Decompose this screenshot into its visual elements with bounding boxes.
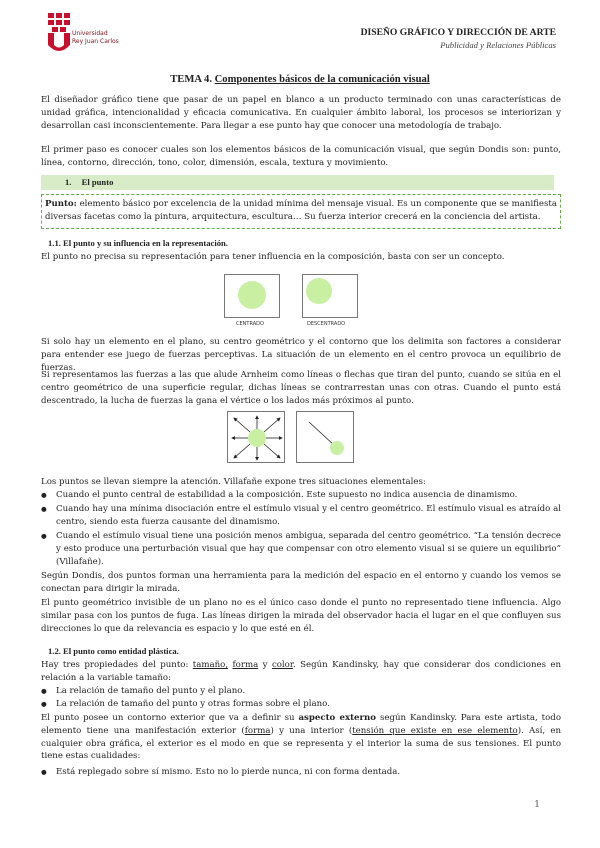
property-size: tamaño,	[192, 660, 229, 670]
underlined-term: forma	[244, 725, 271, 736]
figure-forces-centered	[227, 411, 285, 463]
chapter-title-text: Componentes básicos de la comunicación visual	[214, 74, 430, 85]
caption-offcenter: DESCENTRADO	[307, 321, 346, 327]
sub11-paragraph-5: Según Dondis, dos puntos forman una herramienta para la medición del espacio en el entorno y cuando los vemos se conectan para dirigir la mirada.	[41, 571, 561, 594]
text-span: y	[258, 660, 272, 670]
sub11-paragraph-6: El punto geométrico invisible de un plano no es el único caso donde el punto no representado tiene influencia. Algo similar pasa con los puntos de fuga. Las líneas dirigen la mirada del observador hacia el lugar en el que confluyen sus direcciones lo que da relevancia es espacio y lo que esté en él.	[41, 598, 561, 634]
sub11-paragraph-3: Si representamos las fuerzas a las que alude Arnheim como líneas o flechas que tiran del punto, cuando se sitúa en el centro geométrico de una superficie regular, dichas líneas se contrarrestan unas con otras. Cuando el punto está descentrado, la lucha de fuerzas la gana el vértice o los lados más próximos al punto.	[41, 370, 561, 406]
bullet-item: ● Cuando el punto central de estabilidad a la composición. Este supuesto no indica ausencia de dinamismo.	[41, 489, 561, 502]
centered-forces-diagram	[228, 412, 286, 464]
section-title: El punto	[81, 177, 114, 187]
sub12-paragraph-2	[41, 712, 561, 763]
logo-text	[72, 30, 119, 46]
text-span: El punto posee un contorno exterior que va a definir su	[41, 713, 299, 723]
definition-term: Punto:	[45, 199, 77, 209]
intro-paragraph-1: El diseñador gráfico tiene que pasar de un papel en blanco a un producto terminado con unas características de unidad gráfica, intencionalidad y eficacia comunicativa. En cualquier ámbito laboral, los procesos se interiorizan y desarrollan casi inconscientemente. Para llegar a ese punto hay que conocer una metodología de trabajo.	[41, 95, 561, 131]
bullet-item: ● La relación de tamaño del punto y el plano.	[41, 685, 561, 698]
underlined-term: tensión que existe en ese elemento	[352, 725, 518, 736]
text-span: Hay tres propiedades del punto:	[41, 660, 193, 670]
definition-text: elemento básico por excelencia de la unidad mínima del mensaje visual. Es un componente que se manifiesta diversas facetas como la pintura, arquitectura, escultura… Su fuerza interior crecerá en la conciencia del artista.	[45, 199, 557, 222]
logo-line-2: Rey Juan Carlos	[72, 38, 119, 45]
offcenter-forces-diagram	[297, 412, 355, 464]
bullet-item: ● Cuando el estímulo visual tiene una posición menos ambigua, separada del centro geométrico. “La tensión decrece y esto produce una perturbación visual que hay que compensar con otro elemento visual si se quiere un equilibrio” (Villafañe).	[41, 530, 561, 568]
text-span: . Según Kandinsky, hay que considerar dos condiciones en relación a la variable tamaño:	[41, 660, 562, 683]
course-title: DISEÑO GRÁFICO Y DIRECCIÓN DE ARTE	[360, 27, 556, 38]
offcenter-point	[306, 278, 332, 304]
sub11-paragraph-2: Si solo hay un elemento en el plano, su centro geométrico y el contorno que los delimita son factores a considerar para entender ese juego de fuerzas perceptivas. La situación de un elemento en el centro provoca un equilibrio de fuerzas.	[41, 337, 561, 373]
intro-paragraph-2: El primer paso es conocer cuales son los elementos básicos de la comunicación visual, que según Dondis son: punto, línea, contorno, dirección, tono, color, dimensión, escala, textura y movimiento.	[41, 145, 561, 168]
property-color: color	[271, 660, 294, 670]
subsection-1-2-title: 1.2. El punto como entidad plástica.	[48, 646, 179, 656]
section-heading-1	[41, 175, 554, 190]
chapter-prefix: TEMA 4.	[170, 74, 212, 85]
bullet-item: ● Cuando hay una mínima disociación entre el estímulo visual y el centro geométrico. El estímulo visual es atraído al centro, siendo esta fuerza causante del dinamismo.	[41, 503, 561, 529]
figure-forces-offcenter	[296, 411, 354, 463]
caption-centered: CENTRADO	[236, 321, 264, 327]
bullet-item: ● Está replegado sobre sí mismo. Esto no lo pierde nunca, ni con forma dentada.	[41, 766, 561, 779]
subsection-1-1-title: 1.1. El punto y su influencia en la representación.	[48, 238, 228, 248]
logo-line-1: Universidad	[72, 30, 108, 37]
text-span: ) y una interior (	[270, 725, 353, 736]
figure-offcenter-frame	[302, 274, 358, 318]
bold-term: aspecto externo	[298, 713, 377, 723]
sub11-paragraph-1: El punto no precisa su representación para tener influencia en la composición, basta con ser un concepto.	[41, 252, 505, 262]
sub12-paragraph-1	[41, 659, 561, 685]
course-subtitle: Publicidad y Relaciones Públicas	[440, 40, 556, 50]
definition-box	[41, 194, 561, 229]
chapter-title	[0, 74, 600, 85]
centered-point	[238, 281, 266, 309]
sub11-paragraph-4: Los puntos se llevan siempre la atención. Villafañe expone tres situaciones elementales:	[41, 477, 426, 487]
page-number: 1	[534, 800, 540, 810]
section-number: 1.	[65, 177, 72, 187]
bullet-item: ● La relación de tamaño del punto y otras formas sobre el plano.	[41, 698, 561, 711]
property-shape: forma	[232, 660, 259, 670]
figure-centered-frame	[224, 274, 280, 318]
page-header	[361, 27, 556, 50]
text-span: según Kandinsky. Para este artista, todo elemento tiene una manifestación exterior (	[41, 713, 561, 736]
text-span: ). Así, en cualquier obra gráfica, el exterior es el modo en que se representa y el interior la suma de sus tensiones. El punto tiene estas cualidades:	[41, 725, 562, 762]
